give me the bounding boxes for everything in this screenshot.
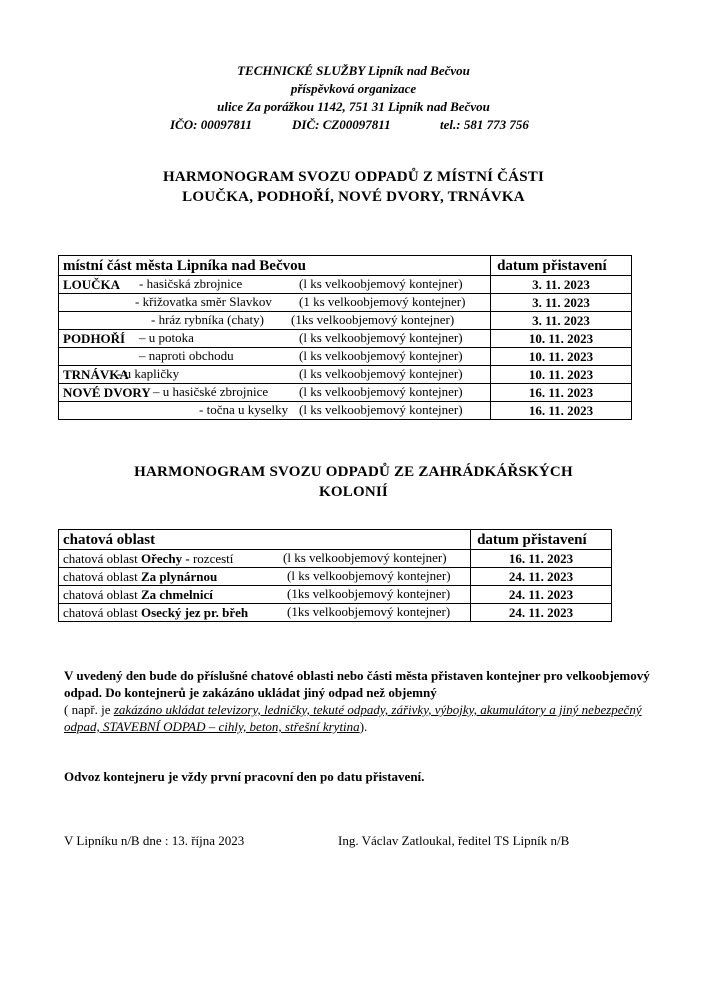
- table-row: [59, 312, 632, 330]
- pickup-date: 3. 11. 2023: [491, 312, 632, 330]
- container-note: (l ks velkoobjemový kontejner): [299, 402, 463, 417]
- container-note: (l ks velkoobjemový kontejner): [299, 348, 463, 363]
- location-cell: [59, 276, 491, 294]
- location-place: – u potoka: [139, 330, 194, 345]
- location-name: NOVÉ DVORY: [63, 384, 151, 400]
- container-note: (1 ks velkoobjemový kontejner): [299, 294, 466, 309]
- location-name: PODHOŘÍ: [63, 330, 126, 346]
- organization-header: [0, 62, 707, 134]
- location-cell: [59, 384, 491, 402]
- title-local-parts-line2: LOUČKA, PODHOŘÍ, NOVÉ DVORY, TRNÁVKA: [182, 189, 525, 205]
- table-row: [59, 384, 632, 402]
- area-name: Osecký jez pr. břeh: [140, 604, 249, 620]
- footer-signature: Ing. Václav Zatloukal, ředitel TS Lipník n/B: [338, 833, 570, 848]
- location-place: - hasičská zbrojnice: [139, 276, 243, 291]
- area-name: Za plynárnou: [140, 568, 218, 584]
- dic-number: DIČ: CZ00097811: [292, 117, 391, 132]
- area-prefix: chatová oblast: [63, 604, 138, 620]
- table-header-row: [59, 530, 612, 550]
- schedule-table-garden-colonies: [58, 529, 612, 622]
- footer-place-date: V Lipníku n/B dne : 13. října 2023: [64, 833, 245, 848]
- location-place: - hráz rybníka (chaty): [151, 312, 264, 327]
- table-row: [59, 330, 632, 348]
- area-prefix: chatová oblast: [63, 568, 138, 584]
- table-header-row: [59, 256, 632, 276]
- location-cell: [59, 294, 491, 312]
- container-note: (l ks velkoobjemový kontejner): [283, 550, 447, 565]
- container-note: (l ks velkoobjemový kontejner): [287, 568, 451, 583]
- phone-number: tel.: 581 773 756: [440, 117, 529, 132]
- pickup-date: 3. 11. 2023: [491, 294, 632, 312]
- area-cell: [59, 550, 471, 568]
- location-place: - točna u kyselky: [199, 402, 289, 417]
- table-row: [59, 276, 632, 294]
- title-garden-colonies-line1: HARMONOGRAM SVOZU ODPADŮ ZE ZAHRÁDKÁŘSKÝCH: [134, 464, 573, 480]
- container-note: (1ks velkoobjemový kontejner): [287, 586, 451, 601]
- table-row: [59, 402, 632, 420]
- title-local-parts: [0, 167, 707, 207]
- table-row: [59, 604, 612, 622]
- pickup-date: 24. 11. 2023: [471, 586, 612, 604]
- area-place: rozcestí: [192, 550, 234, 566]
- pickup-date: 16. 11. 2023: [491, 402, 632, 420]
- schedule-table-local-parts: [58, 255, 632, 420]
- container-note: (l ks velkoobjemový kontejner): [299, 366, 463, 381]
- area-prefix: chatová oblast: [63, 550, 138, 566]
- table-row: [59, 550, 612, 568]
- location-cell: [59, 348, 491, 366]
- pickup-date: 24. 11. 2023: [471, 568, 612, 586]
- location-place: - u kapličky: [117, 366, 180, 381]
- location-cell: [59, 330, 491, 348]
- ico-number: IČO: 00097811: [170, 117, 252, 132]
- table-row: [59, 348, 632, 366]
- location-cell: [59, 366, 491, 384]
- column-header-date: datum přistavení: [471, 530, 612, 550]
- location-place: - křižovatka směr Slavkov: [135, 294, 272, 309]
- table-row: [59, 366, 632, 384]
- pickup-date: 16. 11. 2023: [471, 550, 612, 568]
- column-header-location: místní část města Lipníka nad Bečvou: [59, 256, 491, 276]
- container-note: (l ks velkoobjemový kontejner): [299, 276, 463, 291]
- container-note: (l ks velkoobjemový kontejner): [299, 384, 463, 399]
- column-header-date: datum přistavení: [491, 256, 632, 276]
- table-row: [59, 294, 632, 312]
- area-name: Ořechy -: [140, 550, 190, 566]
- table-row: [59, 568, 612, 586]
- notice-close: ).: [359, 719, 368, 734]
- pickup-date: 10. 11. 2023: [491, 366, 632, 384]
- location-place: – u hasičské zbrojnice: [153, 384, 269, 399]
- area-cell: [59, 586, 471, 604]
- pickup-note: Odvoz kontejneru je vždy první pracovní den po datu přistavení.: [64, 769, 425, 784]
- location-place: – naproti obchodu: [139, 348, 234, 363]
- title-garden-colonies-line2: KOLONIÍ: [319, 484, 388, 500]
- area-cell: [59, 604, 471, 622]
- location-name: TRNÁVKA: [63, 366, 129, 382]
- notice-open: ( např. je: [64, 702, 114, 717]
- table-row: [59, 586, 612, 604]
- notice-prohibited-items: zakázáno ukládat televizory, ledničky, tekuté odpady, zářivky, výbojky, akumulátory a jiný nebezpečný odpad, STAVEBNÍ ODPAD – cihly, beton, střešní krytina: [64, 702, 642, 734]
- notice-bold-text: V uvedený den bude do příslušné chatové oblasti nebo části města přistaven kontejner pro velkoobjemový odpad. Do kontejnerů je zakázáno ukládat jiný odpad než objemný: [64, 668, 650, 700]
- title-garden-colonies: [0, 462, 707, 502]
- location-cell: [59, 312, 491, 330]
- pickup-date: 3. 11. 2023: [491, 276, 632, 294]
- location-cell: [59, 402, 491, 420]
- container-note: (1ks velkoobjemový kontejner): [287, 604, 451, 619]
- area-name: Za chmelnicí: [140, 586, 213, 602]
- notice-paragraph: [64, 667, 654, 735]
- pickup-date: 24. 11. 2023: [471, 604, 612, 622]
- location-name: LOUČKA: [63, 276, 121, 292]
- container-note: (1ks velkoobjemový kontejner): [291, 312, 455, 327]
- area-prefix: chatová oblast: [63, 586, 138, 602]
- container-note: (l ks velkoobjemový kontejner): [299, 330, 463, 345]
- organization-type: příspěvková organizace: [290, 81, 417, 96]
- column-header-area: chatová oblast: [59, 530, 471, 550]
- organization-ids: [0, 116, 707, 134]
- title-local-parts-line1: HARMONOGRAM SVOZU ODPADŮ Z MÍSTNÍ ČÁSTI: [163, 169, 544, 185]
- organization-name: TECHNICKÉ SLUŽBY Lipník nad Bečvou: [237, 63, 470, 78]
- area-cell: [59, 568, 471, 586]
- pickup-date: 10. 11. 2023: [491, 348, 632, 366]
- organization-address: ulice Za porážkou 1142, 751 31 Lipník nad Bečvou: [217, 99, 490, 114]
- pickup-date: 10. 11. 2023: [491, 330, 632, 348]
- pickup-date: 16. 11. 2023: [491, 384, 632, 402]
